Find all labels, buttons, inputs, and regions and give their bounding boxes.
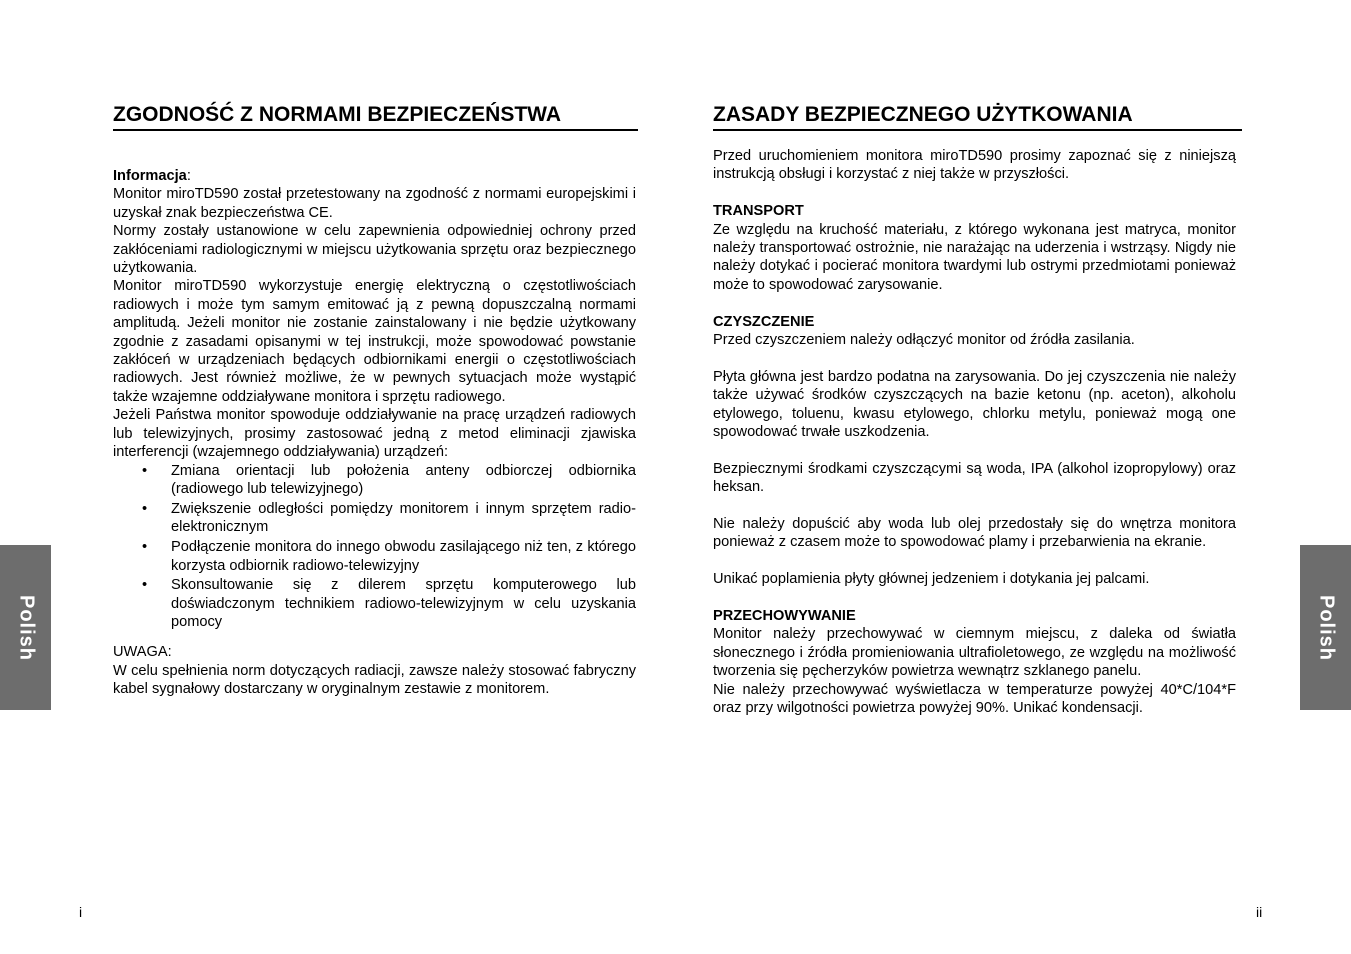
left-page-title: ZGODNOŚĆ Z NORMAMI BEZPIECZEŃSTWA xyxy=(113,103,561,126)
left-paragraph-4: Jeżeli Państwa monitor spowoduje oddziaływanie na pracę urządzeń radiowych lub telewizyjnych, prosimy zastosować jedną z metod eliminacji zjawiska interferencji (wzajemnego oddziaływania) urządzeń: xyxy=(113,407,636,461)
transport-text: Ze względu na kruchość materiału, z którego wykonana jest matryca, monitor należy transportować ostrożnie, nie narażając na uderzenia i wstrząsy. Nigdy nie należy dotykać i pocierać monitora twardymi lub ostrymi przedmiotami ponieważ może to spowodować zarysowanie. xyxy=(713,221,1236,293)
bullet-icon: • xyxy=(142,500,148,517)
left-body xyxy=(113,167,636,698)
list-item-text: Podłączenie monitora do innego obwodu zasilającego niż ten, z którego korzysta odbiornik radiowo-telewizyjny xyxy=(171,539,636,574)
left-title-rule xyxy=(113,129,638,131)
right-title-rule xyxy=(713,129,1242,131)
list-item xyxy=(113,538,636,575)
list-item xyxy=(113,462,636,499)
info-colon: : xyxy=(186,168,191,184)
right-page-title: ZASADY BEZPIECZNEGO UŻYTKOWANIA xyxy=(713,103,1133,126)
bullet-icon: • xyxy=(142,577,148,594)
left-paragraph-1: Monitor miroTD590 został przetestowany na zgodność z normami europejskimi i uzyskał znak bezpieczeństwa CE. xyxy=(113,186,636,221)
list-item-text: Zmiana orientacji lub położenia anteny odbiorczej odbiornika (radiowego lub telewizyjnego) xyxy=(171,462,636,497)
intro-text: Przed uruchomieniem monitora miroTD590 prosimy zapoznać się z niniejszą instrukcją obsługi i korzystać z niej także w przyszłości. xyxy=(713,148,1236,183)
cleaning-text: Przed czyszczeniem należy odłączyć monitor od źródła zasilania. xyxy=(713,332,1135,349)
note-text: W celu spełnienia norm dotyczących radiacji, zawsze należy stosować fabryczny kabel sygnałowy dostarczany w oryginalnym zestawie z monitorem. xyxy=(113,662,636,697)
interference-list xyxy=(113,462,636,632)
language-tab-right xyxy=(1300,545,1351,710)
language-tab-label: Polish xyxy=(15,594,37,661)
list-item xyxy=(113,500,636,537)
cleaning-paragraph-2: Płyta główna jest bardzo podatna na zarysowania. Do jej czyszczenia nie należy także używać środków czyszczących na bazie ketonu (np. aceton), alkoholu etylowego, toluenu, kwasu etylowego, chlorku metylu, ponieważ mogą one spowodować trwałe uszkodzenia. xyxy=(713,368,1236,441)
info-label-line xyxy=(113,167,636,185)
storage-text: Monitor należy przechowywać w ciemnym miejscu, z daleka od światła słonecznego i źródła promieniowania ultrafioletowego, ze względu na możliwość tworzenia się pęcherzyków powietrza wewnątrz szklanego panelu. xyxy=(713,626,1236,680)
bullet-icon: • xyxy=(142,462,148,479)
list-item-text: Skonsultowanie się z dilerem sprzętu komputerowego lub doświadczonym technikiem radiowo-telewizyjnym w celu uzyskania pomocy xyxy=(171,577,636,631)
language-tab-left xyxy=(0,545,51,710)
info-label: Informacja xyxy=(113,168,187,184)
note-label: UWAGA: xyxy=(113,644,172,661)
storage-heading: PRZECHOWYWANIE xyxy=(713,608,856,625)
left-paragraph-2: Normy zostały ustanowione w celu zapewnienia odpowiedniej ochrony przed zakłóceniami radiologicznymi w miejscu użytkowania sprzętu oraz bezpiecznego użytkowania. xyxy=(113,223,636,277)
right-body xyxy=(713,147,1236,717)
cleaning-paragraph-5: Unikać poplamienia płyty głównej jedzeniem i dotykania jej palcami. xyxy=(713,571,1150,588)
bullet-icon: • xyxy=(142,539,148,556)
list-item xyxy=(113,576,636,631)
cleaning-paragraph-4: Nie należy dopuścić aby woda lub olej przedostały się do wnętrza monitora ponieważ z czasem może to spowodować plamy i przebarwienia na ekranie. xyxy=(713,516,1236,551)
left-paragraph-3: Monitor miroTD590 wykorzystuje energię elektryczną o częstotliwościach radiowych i może tym samym emitować ją z pewną dopuszczalną normami amplitudą. Jeżeli monitor nie zostanie zainstalowany i nie będzie użytkowany zgodnie z zasadami opisanymi w tej instrukcji, może spowodować powstanie zakłóceń w urządzeniach będących odbiornikami energii o częstotliwościach radiowych. Jest również możliwe, że w pewnych sytuacjach może wystąpić także wzajemne oddziaływane monitora i sprzętu radiowego. xyxy=(113,278,636,405)
page-number-left: i xyxy=(79,904,83,920)
cleaning-paragraph-3: Bezpiecznymi środkami czyszczącymi są woda, IPA (alkohol izopropylowy) oraz heksan. xyxy=(713,460,1236,496)
cleaning-heading: CZYSZCZENIE xyxy=(713,313,815,330)
language-tab-label: Polish xyxy=(1315,594,1337,661)
transport-heading: TRANSPORT xyxy=(713,203,804,220)
page-number-right: ii xyxy=(1256,904,1263,920)
storage-text-2: Nie należy przechowywać wyświetlacza w temperaturze powyżej 40*C/104*F oraz przy wilgotności powietrza powyżej 90%. Unikać kondensacji. xyxy=(713,681,1236,717)
list-item-text: Zwiększenie odległości pomiędzy monitorem i innym sprzętem radio-elektronicznym xyxy=(171,500,636,536)
